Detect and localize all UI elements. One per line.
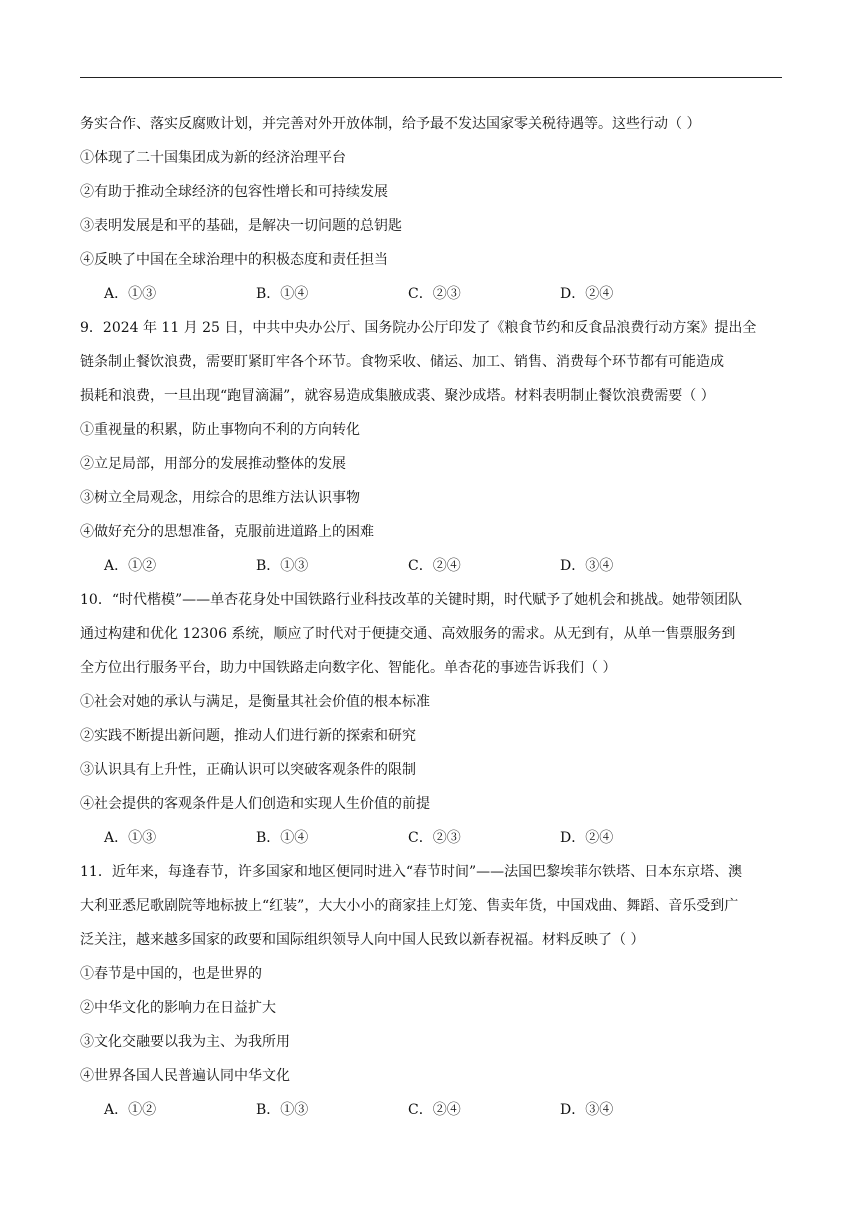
answer-options [80,1093,782,1127]
option-c[interactable]: C．②④ [408,558,461,574]
question-stem-line-3: 损耗和浪费，一旦出现“跑冒滴漏”，就容易造成集腋成裘、聚沙成塔。材料表明制止餐饮浪费需要（ ） [80,388,715,404]
statement-1: ①体现了二十国集团成为新的经济治理平台 [80,150,346,166]
question-stem-line-3: 泛关注，越来越多国家的政要和国际组织领导人向中国人民致以新春祝福。材料反映了（ ） [80,932,645,948]
question-11 [80,855,782,1127]
option-d[interactable]: D．②④ [560,830,614,846]
answer-options [80,277,782,311]
statement-2: ②实践不断提出新问题，推动人们进行新的探索和研究 [80,728,416,744]
option-b[interactable]: B．①④ [256,286,309,302]
statement-2: ②立足局部，用部分的发展推动整体的发展 [80,456,346,472]
statement-4: ④社会提供的客观条件是人们创造和实现人生价值的前提 [80,796,430,812]
header-rule [80,77,782,78]
statement-3: ③文化交融要以我为主、为我所用 [80,1034,290,1050]
statement-4: ④做好充分的思想准备，克服前进道路上的困难 [80,524,374,540]
statement-3: ③树立全局观念，用综合的思维方法认识事物 [80,490,360,506]
statement-1: ①重视量的积累，防止事物向不利的方向转化 [80,422,360,438]
option-a[interactable]: A．①③ [104,286,157,302]
question-stem-line-1: 9．2024 年 11 月 25 日，中共中央办公厅、国务院办公厅印发了《粮食节约和反食品浪费行动方案》提出全 [80,320,757,336]
question-stem: 务实合作、落实反腐败计划，并完善对外开放体制，给予最不发达国家零关税待遇等。这些行动（ ） [80,116,701,132]
question-8 [80,107,782,311]
option-c[interactable]: C．②③ [408,830,461,846]
option-b[interactable]: B．①③ [256,1102,309,1118]
option-a[interactable]: A．①② [104,1102,157,1118]
exam-page [80,107,782,1127]
statement-2: ②有助于推动全球经济的包容性增长和可持续发展 [80,184,388,200]
option-a[interactable]: A．①② [104,558,157,574]
statement-3: ③表明发展是和平的基础，是解决一切问题的总钥匙 [80,218,402,234]
statement-2: ②中华文化的影响力在日益扩大 [80,1000,276,1016]
answer-options [80,549,782,583]
option-a[interactable]: A．①③ [104,830,157,846]
statement-3: ③认识具有上升性，正确认识可以突破客观条件的限制 [80,762,416,778]
question-9 [80,311,782,583]
question-stem-line-2: 大利亚悉尼歌剧院等地标披上“红装”，大大小小的商家挂上灯笼、售卖年货，中国戏曲、舞蹈、音乐受到广 [80,898,739,914]
question-stem-line-1: 10．“时代楷模”——单杏花身处中国铁路行业科技改革的关键时期，时代赋予了她机会和挑战。她带领团队 [80,592,743,608]
option-d[interactable]: D．③④ [560,1102,614,1118]
question-stem-line-2: 通过构建和优化 12306 系统，顺应了时代对于便捷交通、高效服务的需求。从无到有，从单一售票服务到 [80,626,736,642]
option-d[interactable]: D．③④ [560,558,614,574]
question-stem-line-3: 全方位出行服务平台，助力中国铁路走向数字化、智能化。单杏花的事迹告诉我们（ ） [80,660,617,676]
statement-1: ①春节是中国的，也是世界的 [80,966,262,982]
answer-options [80,821,782,855]
statement-4: ④反映了中国在全球治理中的积极态度和责任担当 [80,252,388,268]
statement-4: ④世界各国人民普遍认同中华文化 [80,1068,290,1084]
option-c[interactable]: C．②③ [408,286,461,302]
question-10 [80,583,782,855]
option-c[interactable]: C．②④ [408,1102,461,1118]
option-d[interactable]: D．②④ [560,286,614,302]
question-stem-line-2: 链条制止餐饮浪费，需要盯紧盯牢各个环节。食物采收、储运、加工、销售、消费每个环节都有可能造成 [80,354,724,370]
option-b[interactable]: B．①③ [256,558,309,574]
statement-1: ①社会对她的承认与满足，是衡量其社会价值的根本标准 [80,694,430,710]
question-stem-line-1: 11．近年来，每逢春节，许多国家和地区便同时进入“春节时间”——法国巴黎埃菲尔铁塔、日本东京塔、澳 [80,864,743,880]
option-b[interactable]: B．①④ [256,830,309,846]
